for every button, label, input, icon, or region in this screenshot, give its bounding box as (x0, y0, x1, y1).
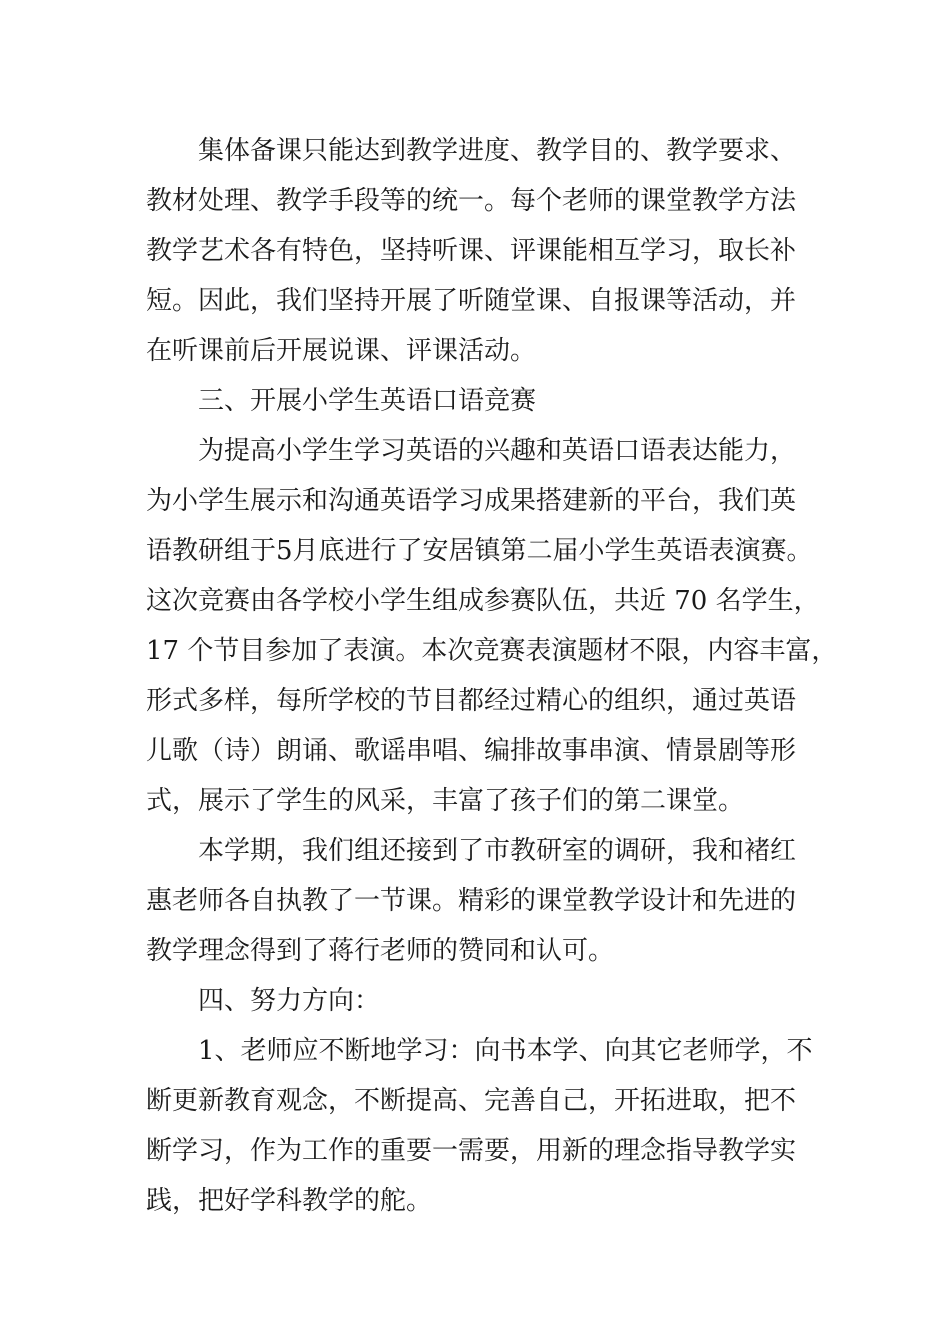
paragraph-line: 教材处理、教学手段等的统一。每个老师的课堂教学方法 (146, 186, 797, 216)
paragraph-line: 断学习，作为工作的重要一需要，用新的理念指导教学实 (146, 1136, 797, 1166)
paragraph-line: 形式多样，每所学校的节目都经过精心的组织，通过英语 (146, 686, 797, 716)
paragraph-line: 1、老师应不断地学习：向书本学、向其它老师学，不 (198, 1036, 813, 1066)
paragraph-line: 儿歌（诗）朗诵、歌谣串唱、编排故事串演、情景剧等形 (146, 736, 797, 766)
paragraph-line: 这次竞赛由各学校小学生组成参赛队伍，共近 70 名学生， (146, 586, 820, 616)
paragraph-line: 为提高小学生学习英语的兴趣和英语口语表达能力， (198, 436, 797, 466)
paragraph-line: 式，展示了学生的风采，丰富了孩子们的第二课堂。 (146, 786, 745, 816)
paragraph-line: 本学期，我们组还接到了市教研室的调研，我和褚红 (198, 836, 797, 866)
section-heading-4: 四、努力方向： (198, 986, 381, 1016)
paragraph-line: 17 个节目参加了表演。本次竞赛表演题材不限，内容丰富， (146, 636, 838, 666)
paragraph-line: 践，把好学科教学的舵。 (146, 1186, 433, 1216)
paragraph-line: 集体备课只能达到教学进度、教学目的、教学要求、 (198, 136, 797, 166)
paragraph-line: 短。因此，我们坚持开展了听随堂课、自报课等活动，并 (146, 286, 797, 316)
paragraph-line: 教学理念得到了蒋行老师的赞同和认可。 (146, 936, 615, 966)
paragraph-line: 惠老师各自执教了一节课。精彩的课堂教学设计和先进的 (146, 886, 797, 916)
paragraph-line: 教学艺术各有特色，坚持听课、评课能相互学习，取长补 (146, 236, 797, 266)
paragraph-line: 断更新教育观念，不断提高、完善自己，开拓进取，把不 (146, 1086, 797, 1116)
document-body (146, 126, 838, 1226)
paragraph-line: 为小学生展示和沟通英语学习成果搭建新的平台，我们英 (146, 486, 797, 516)
section-heading-3: 三、开展小学生英语口语竞赛 (198, 386, 537, 416)
paragraph-line: 在听课前后开展说课、评课活动。 (146, 336, 537, 366)
paragraph-line: 语教研组于5月底进行了安居镇第二届小学生英语表演赛。 (146, 536, 813, 566)
